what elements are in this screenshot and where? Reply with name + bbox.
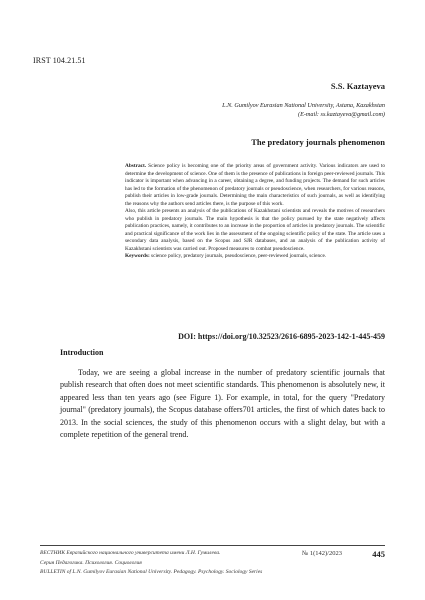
author-affiliation-block — [85, 101, 385, 119]
author-affiliation: L.N. Gumilyov Eurasian National University, Astana, Kazakhstan — [222, 102, 385, 109]
page-number: 445 — [372, 549, 385, 559]
abstract-paragraph-2: Also, this article presents an analysis of the publications of Kazakhstani scientists and reveals the motives of researchers who publish in predatory journals. The main hypothesis is that the policy pursued by the state negatively affects publication practices, namely, it contributes to an increase in the proportion of articles in predatory journals. The scientific and practical significance of the work lies in the assessment of the ongoing scientific policy of the state. The article uses a secondary data analysis, based on the Scopus and SJR databases, and an analysis of the publication activity of Kazakhstani scientists was carried out. Proposed measures to combat pseudoscience. — [125, 208, 385, 252]
footer-journal-info — [40, 549, 310, 578]
abstract-paragraph-1 — [125, 163, 385, 208]
author-name: S.S. Kaztayeva — [330, 81, 385, 91]
footer-divider — [40, 545, 385, 546]
abstract-text-1: Science policy is becoming one of the priority areas of government activity. Various indicators are used to determine the development of science. One of them is the presence of publications in foreign peer-reviewed journals. This indicator is important when advancing in a career, obtaining a degree, and funding projects. The demand for such articles has led to the formation of the phenomenon of predatory journals or pseudoscience, when researchers, for various reasons, publish their articles in low-grade journals. Determining the main characteristics of such journals, as well as identifying the reasons why the authors send articles there, is the purpose of this work. — [125, 163, 385, 207]
introduction-heading: Introduction — [60, 348, 104, 357]
footer-journal-line-2: Серия Педагогика. Психология. Социология — [40, 559, 142, 566]
introduction-paragraph: Today, we are seeing a global increase in the number of predatory scientific journals that publish research that often does not meet scientific standards. This phenomenon is absolutely new, it appeared less than ten years ago (see Figure 1). For example, in total, for the query "Predatory journal" (predatory journals), the Scopus database offers701 articles, the first of which dates back to 2013. In the social sciences, the study of this phenomenon occurs with a slight delay, but with a complete repetition of the general trend. — [60, 368, 385, 440]
author-email: (E-mail: ss.kaztayeva@gmail.com) — [298, 111, 385, 118]
abstract-label: Abstract. — [125, 163, 147, 169]
irst-code: IRST 104.21.51 — [33, 56, 86, 65]
footer-issue-number: № 1(142)/2023 — [302, 550, 342, 557]
article-title: The predatory journals phenomenon — [251, 137, 385, 147]
footer-journal-line-3: BULLETIN of L.N. Gumilyov Eurasian National University. Pedagogy. Psychology. Sociology Series — [40, 569, 263, 575]
keywords-paragraph — [125, 253, 385, 261]
footer-journal-line-1: ВЕСТНИК Евразийского национального университета имени Л.Н. Гумилева. — [40, 550, 221, 556]
keywords-label: Keywords: — [125, 253, 150, 259]
doi-link[interactable]: DOI: https://doi.org/10.32523/2616-6895-2023-142-1-445-459 — [178, 332, 385, 341]
abstract-block — [125, 163, 385, 261]
keywords-text: science policy, predatory journals, pseudoscience, peer-reviewed journals, science. — [149, 253, 327, 259]
